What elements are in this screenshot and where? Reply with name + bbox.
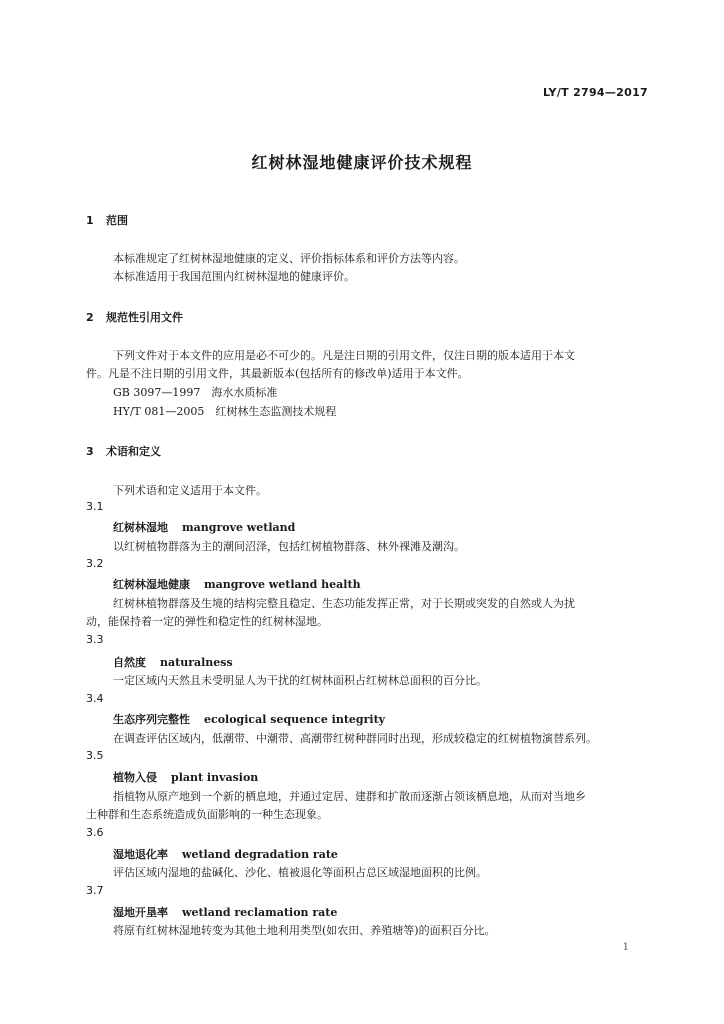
definition-line: 在调查评估区域内，低潮带、中潮带、高潮带红树种群同时出现，形成较稳定的红树植物演替系列。	[113, 732, 597, 745]
term-number: 3.7	[86, 884, 104, 897]
term-heading	[113, 769, 258, 785]
paragraph-line: 本标准适用于我国范围内红树林湿地的健康评价。	[113, 270, 355, 283]
term-heading	[113, 654, 233, 670]
definition-line: 以红树植物群落为主的潮间沼泽，包括红树植物群落、林外裸滩及潮沟。	[113, 540, 465, 553]
term-zh: 生态序列完整性	[113, 713, 190, 726]
section-heading-2	[86, 309, 183, 325]
section-heading-3	[86, 443, 161, 459]
term-zh: 湿地开垦率	[113, 906, 168, 919]
term-number: 3.5	[86, 749, 104, 762]
term-en: mangrove wetland health	[204, 578, 361, 591]
term-number: 3.1	[86, 500, 104, 513]
standard-code: LY/T 2794—2017	[542, 86, 648, 99]
term-zh: 湿地退化率	[113, 848, 168, 861]
term-zh: 红树林湿地	[113, 521, 168, 534]
term-number: 3.3	[86, 633, 104, 646]
term-en: plant invasion	[171, 771, 259, 784]
definition-line: 评估区域内湿地的盐碱化、沙化、植被退化等面积占总区域湿地面积的比例。	[113, 866, 487, 879]
term-zh: 自然度	[113, 656, 146, 669]
paragraph-line: 本标准规定了红树林湿地健康的定义、评价指标体系和评价方法等内容。	[113, 252, 465, 265]
definition-line: 将原有红树林湿地转变为其他土地利用类型(如农田、养殖塘等)的面积百分比。	[113, 924, 496, 937]
section-heading-1	[86, 212, 128, 228]
definition-line: 红树林植物群落及生境的结构完整且稳定、生态功能发挥正常，对于长期或突发的自然或人为扰	[113, 597, 575, 610]
paragraph-line: 下列术语和定义适用于本文件。	[113, 484, 267, 497]
term-number: 3.4	[86, 692, 104, 705]
definition-line: 土种群和生态系统造成负面影响的一种生态现象。	[86, 808, 328, 821]
term-heading	[113, 846, 338, 862]
section-title: 范围	[106, 214, 128, 227]
document-title: 红树林湿地健康评价技术规程	[251, 153, 473, 172]
section-title: 术语和定义	[106, 445, 161, 458]
term-number: 3.6	[86, 826, 104, 839]
paragraph-line: 下列文件对于本文件的应用是必不可少的。凡是注日期的引用文件，仅注日期的版本适用于本文	[113, 349, 575, 362]
paragraph-line: 件。凡是不注日期的引用文件，其最新版本(包括所有的修改单)适用于本文件。	[86, 367, 469, 380]
section-number: 3	[86, 445, 94, 458]
section-number: 1	[86, 214, 94, 227]
normative-reference: HY/T 081—2005 红树林生态监测技术规程	[113, 405, 337, 418]
term-en: ecological sequence integrity	[204, 713, 386, 726]
page-number: 1	[622, 942, 629, 953]
definition-line: 指植物从原产地到一个新的栖息地，并通过定居、建群和扩散而逐渐占领该栖息地，从而对当地乡	[113, 790, 586, 803]
definition-line: 一定区域内天然且未受明显人为干扰的红树林面积占红树林总面积的百分比。	[113, 674, 487, 687]
term-zh: 红树林湿地健康	[113, 578, 190, 591]
normative-reference: GB 3097—1997 海水水质标准	[113, 386, 278, 399]
section-number: 2	[86, 311, 94, 324]
term-heading	[113, 519, 295, 535]
term-heading	[113, 904, 337, 920]
term-heading	[113, 711, 385, 727]
term-heading	[113, 576, 361, 592]
term-en: mangrove wetland	[182, 521, 296, 534]
term-en: wetland reclamation rate	[182, 906, 338, 919]
term-en: wetland degradation rate	[182, 848, 338, 861]
term-zh: 植物入侵	[113, 771, 157, 784]
section-title: 规范性引用文件	[106, 311, 183, 324]
term-number: 3.2	[86, 557, 104, 570]
term-en: naturalness	[160, 656, 233, 669]
definition-line: 动，能保持着一定的弹性和稳定性的红树林湿地。	[86, 615, 328, 628]
